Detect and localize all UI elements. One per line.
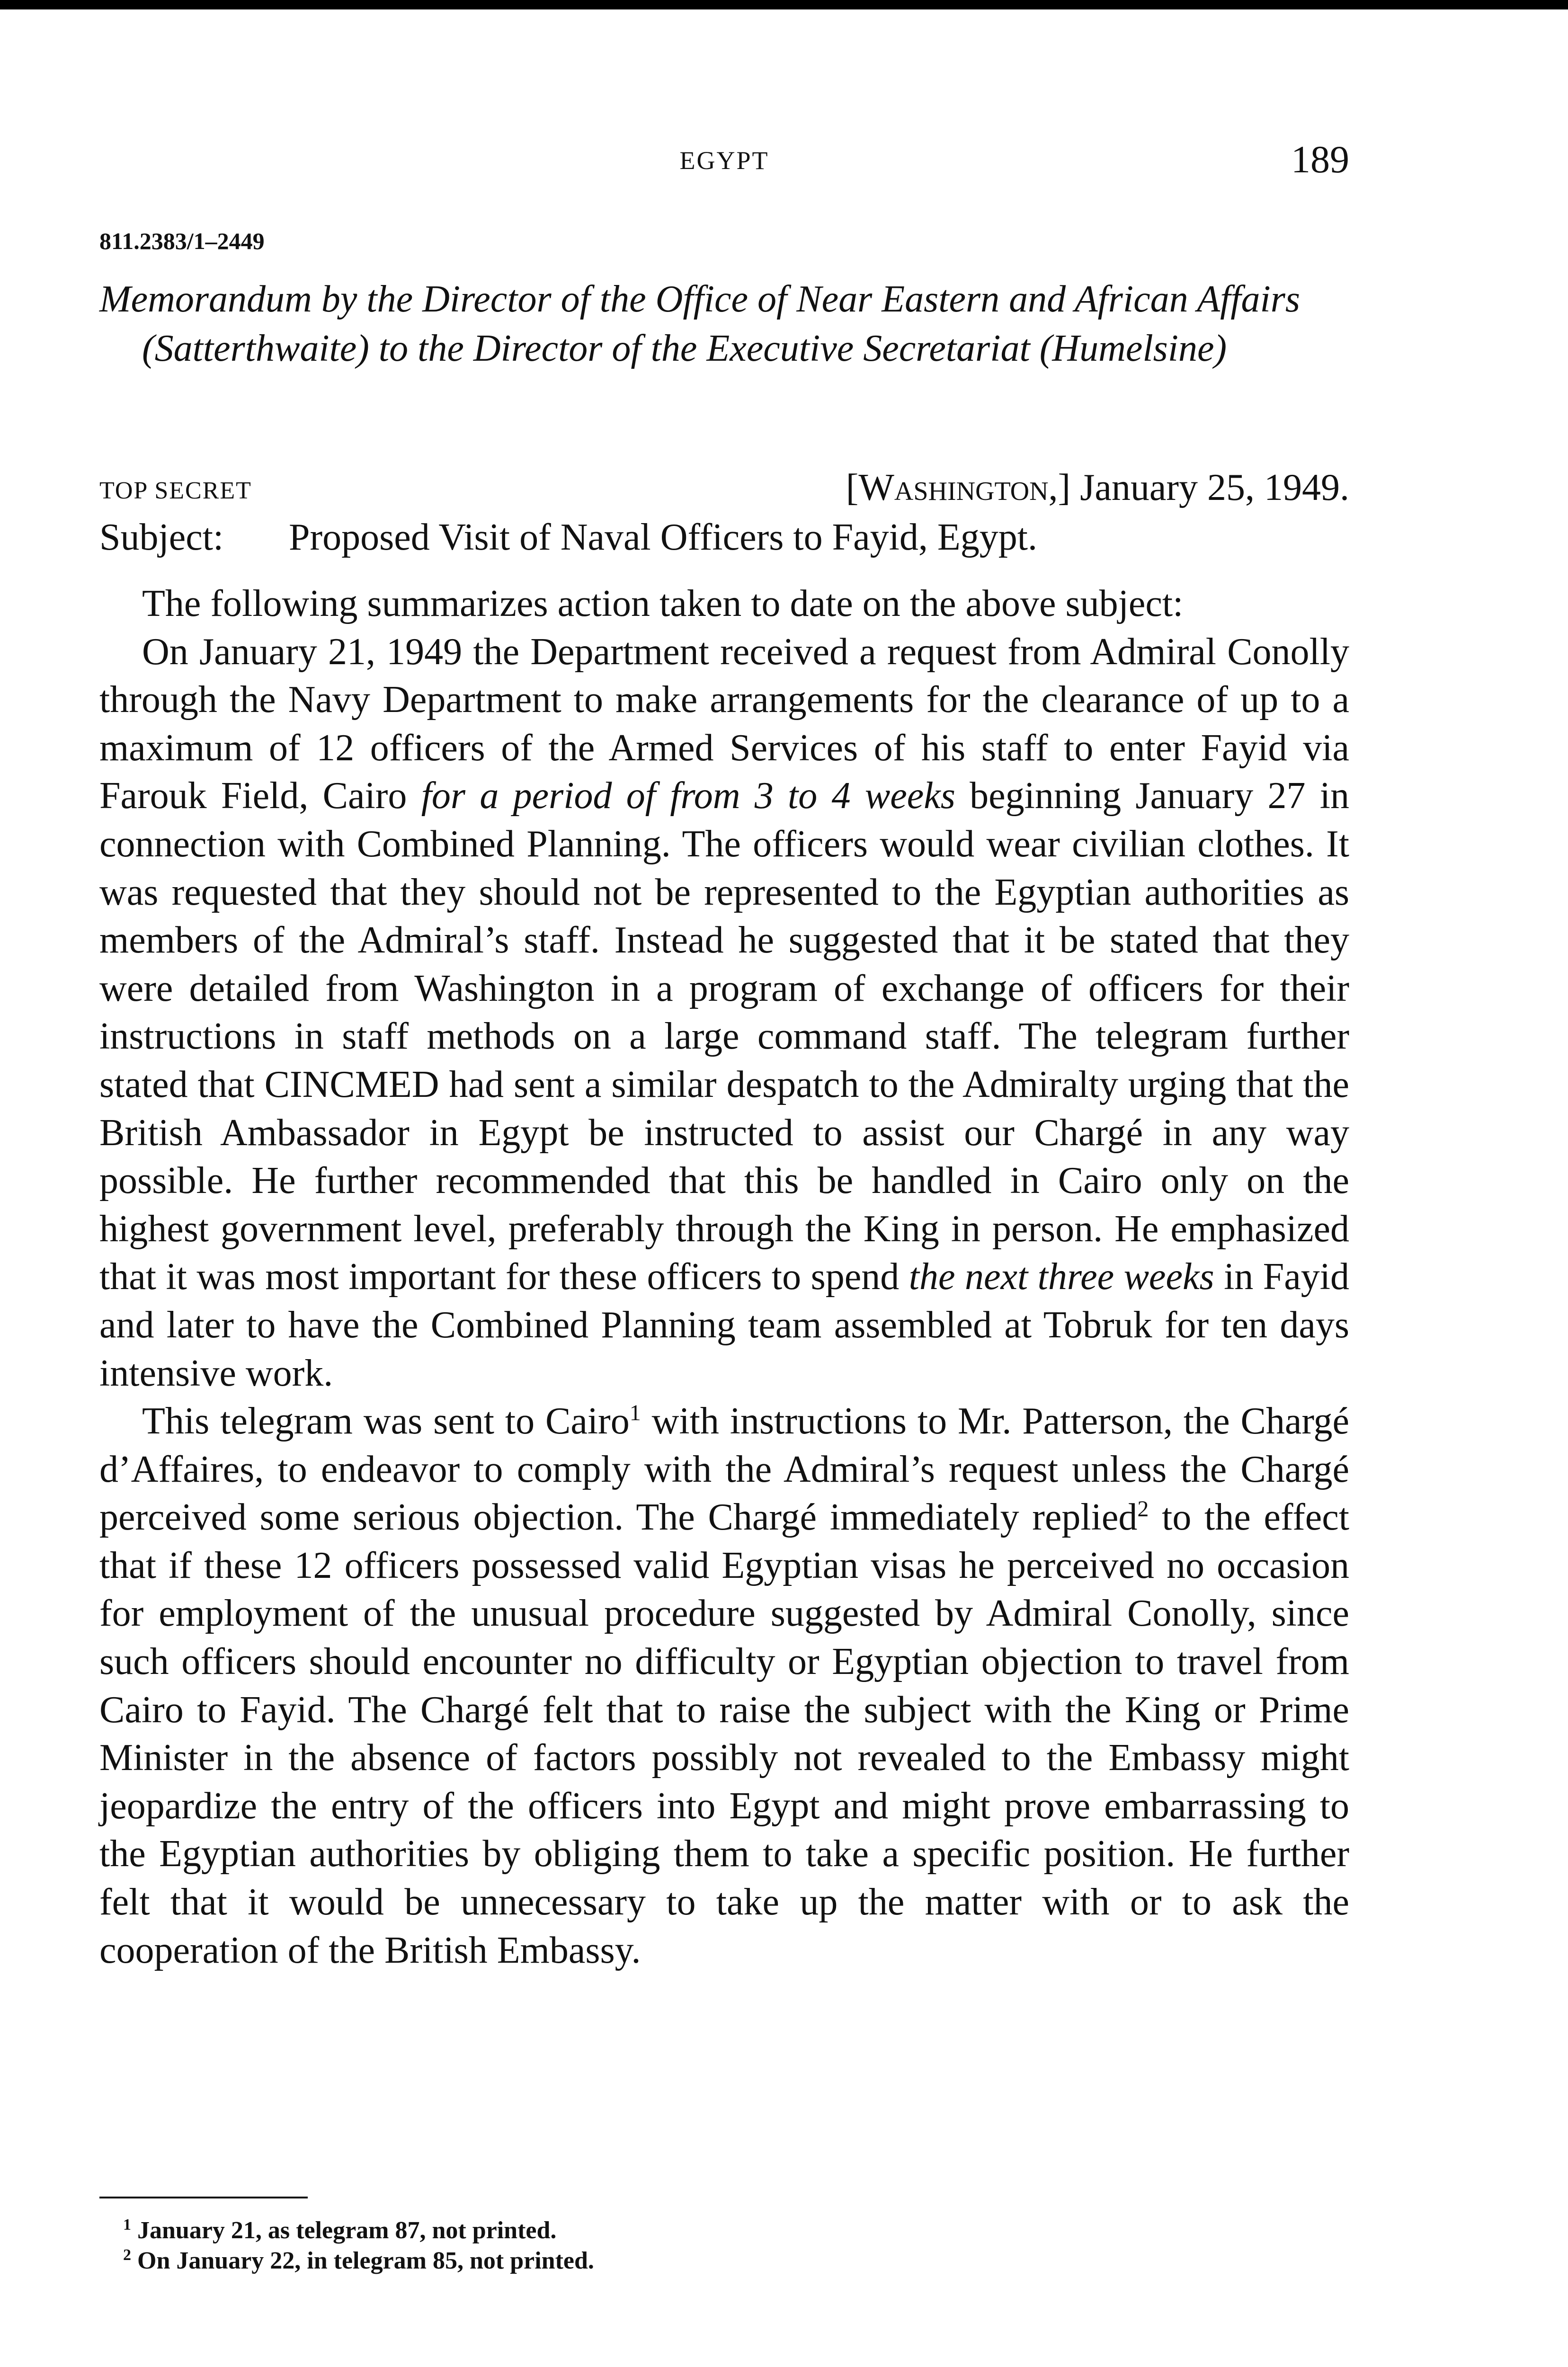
footnote-2-text: On January 22, in telegram 85, not printed. (137, 2247, 594, 2274)
memorandum-body (99, 580, 1349, 1975)
file-number: 811.2383/1–2449 (99, 228, 265, 254)
paragraph-3-text-c: to the effect that if these 12 officers possessed valid Egyptian visas he perceived no occasion for employment of the unusual procedure suggested by Admiral Conolly, since such officers should encounter no difficulty or Egyptian objection to travel from Cairo to Fayid. The Chargé felt that to raise the subject with the King or Prime Minister in the absence of factors possibly not revealed to the Embassy might jeopardize the entry of the officers into Egypt and might prove embarrassing to the Egyptian authorities by obliging them to take a specific position. He further felt that it would be unnecessary to take up the matter with or to ask the cooperation of the British Embassy. (99, 1496, 1350, 1971)
footnote-1-text: January 21, as telegram 87, not printed. (137, 2217, 557, 2244)
paragraph-1-text: The following summarizes action taken to date on the above subject: (142, 583, 1184, 624)
footnote-2 (123, 2246, 1307, 2276)
footnote-2-mark: 2 (123, 2246, 131, 2264)
running-title: EGYPT (679, 146, 769, 175)
paragraph-3-text-a: This telegram was sent to Cairo (142, 1400, 630, 1442)
place: [Washington,] (846, 467, 1071, 508)
classification-label: TOP SECRET (99, 477, 252, 504)
subject-line (99, 516, 1349, 559)
paragraph-2-italic-weeks: the next three weeks (909, 1256, 1214, 1298)
document-title: Memorandum by the Director of the Office of Near Eastern and African Affairs (Satterthwaite) to the Director of the Executive Secretariat (Humelsine) (99, 278, 1301, 369)
paragraph-2 (99, 628, 1349, 1398)
paragraph-2-text-e: in Fayid and later to have the Combined Planning team assembled at Tobruk for ten days intensive work. (99, 1256, 1350, 1394)
paragraph-1 (99, 580, 1349, 628)
subject-label: Subject: (99, 516, 224, 558)
subject-text: Proposed Visit of Naval Officers to Fayid, Egypt. (289, 516, 1037, 558)
paragraph-2-text-c: beginning January 27 in connection with Combined Planning. The officers would wear civilian clothes. It was requested that they should not be represented to the Egyptian authorities as members of the Admiral’s staff. Instead he suggested that it be stated that they were detailed from Washington in a program of exchange of officers for their instructions in staff methods on a large command staff. The telegram further stated that CINCMED had sent a similar despatch to the Admiralty urging that the British Ambassador in Egypt be instructed to assist our Chargé in any way possible. He further recommended that this be handled in Cairo only on the highest government level, preferably through the King in person. He emphasized that it was most important for these officers to spend (99, 775, 1350, 1298)
footnote-ref-2[interactable]: 2 (1137, 1496, 1149, 1522)
page-top-edge (0, 0, 1568, 9)
page-number: 189 (1291, 138, 1349, 181)
footnotes (123, 2216, 1307, 2276)
footnote-1 (123, 2216, 1307, 2246)
footnote-1-mark: 1 (123, 2216, 131, 2234)
paragraph-2-text-a: On January 21, 1949 the Department received a request from Admiral Conolly through the Navy Department to make arrangements for the clearance of up to a maximum of 12 officers of the Armed Services of his staff to enter Fayid via Farouk Field, Cairo (99, 631, 1349, 817)
dateline (99, 466, 1349, 514)
running-head (99, 137, 1349, 189)
date: January 25, 1949. (1080, 467, 1349, 508)
footnote-divider (99, 2197, 308, 2198)
place-date (846, 466, 1349, 509)
paragraph-3-text-b: with instructions to Mr. Patterson, the Chargé d’Affaires, to endeavor to comply with the Admiral’s request unless the Chargé perceived some serious objection. The Chargé immediately replied (99, 1400, 1350, 1539)
paragraph-2-italic-period: for a period of from 3 to 4 weeks (421, 775, 955, 817)
paragraph-3 (99, 1397, 1349, 1975)
footnote-ref-1[interactable]: 1 (629, 1400, 641, 1426)
